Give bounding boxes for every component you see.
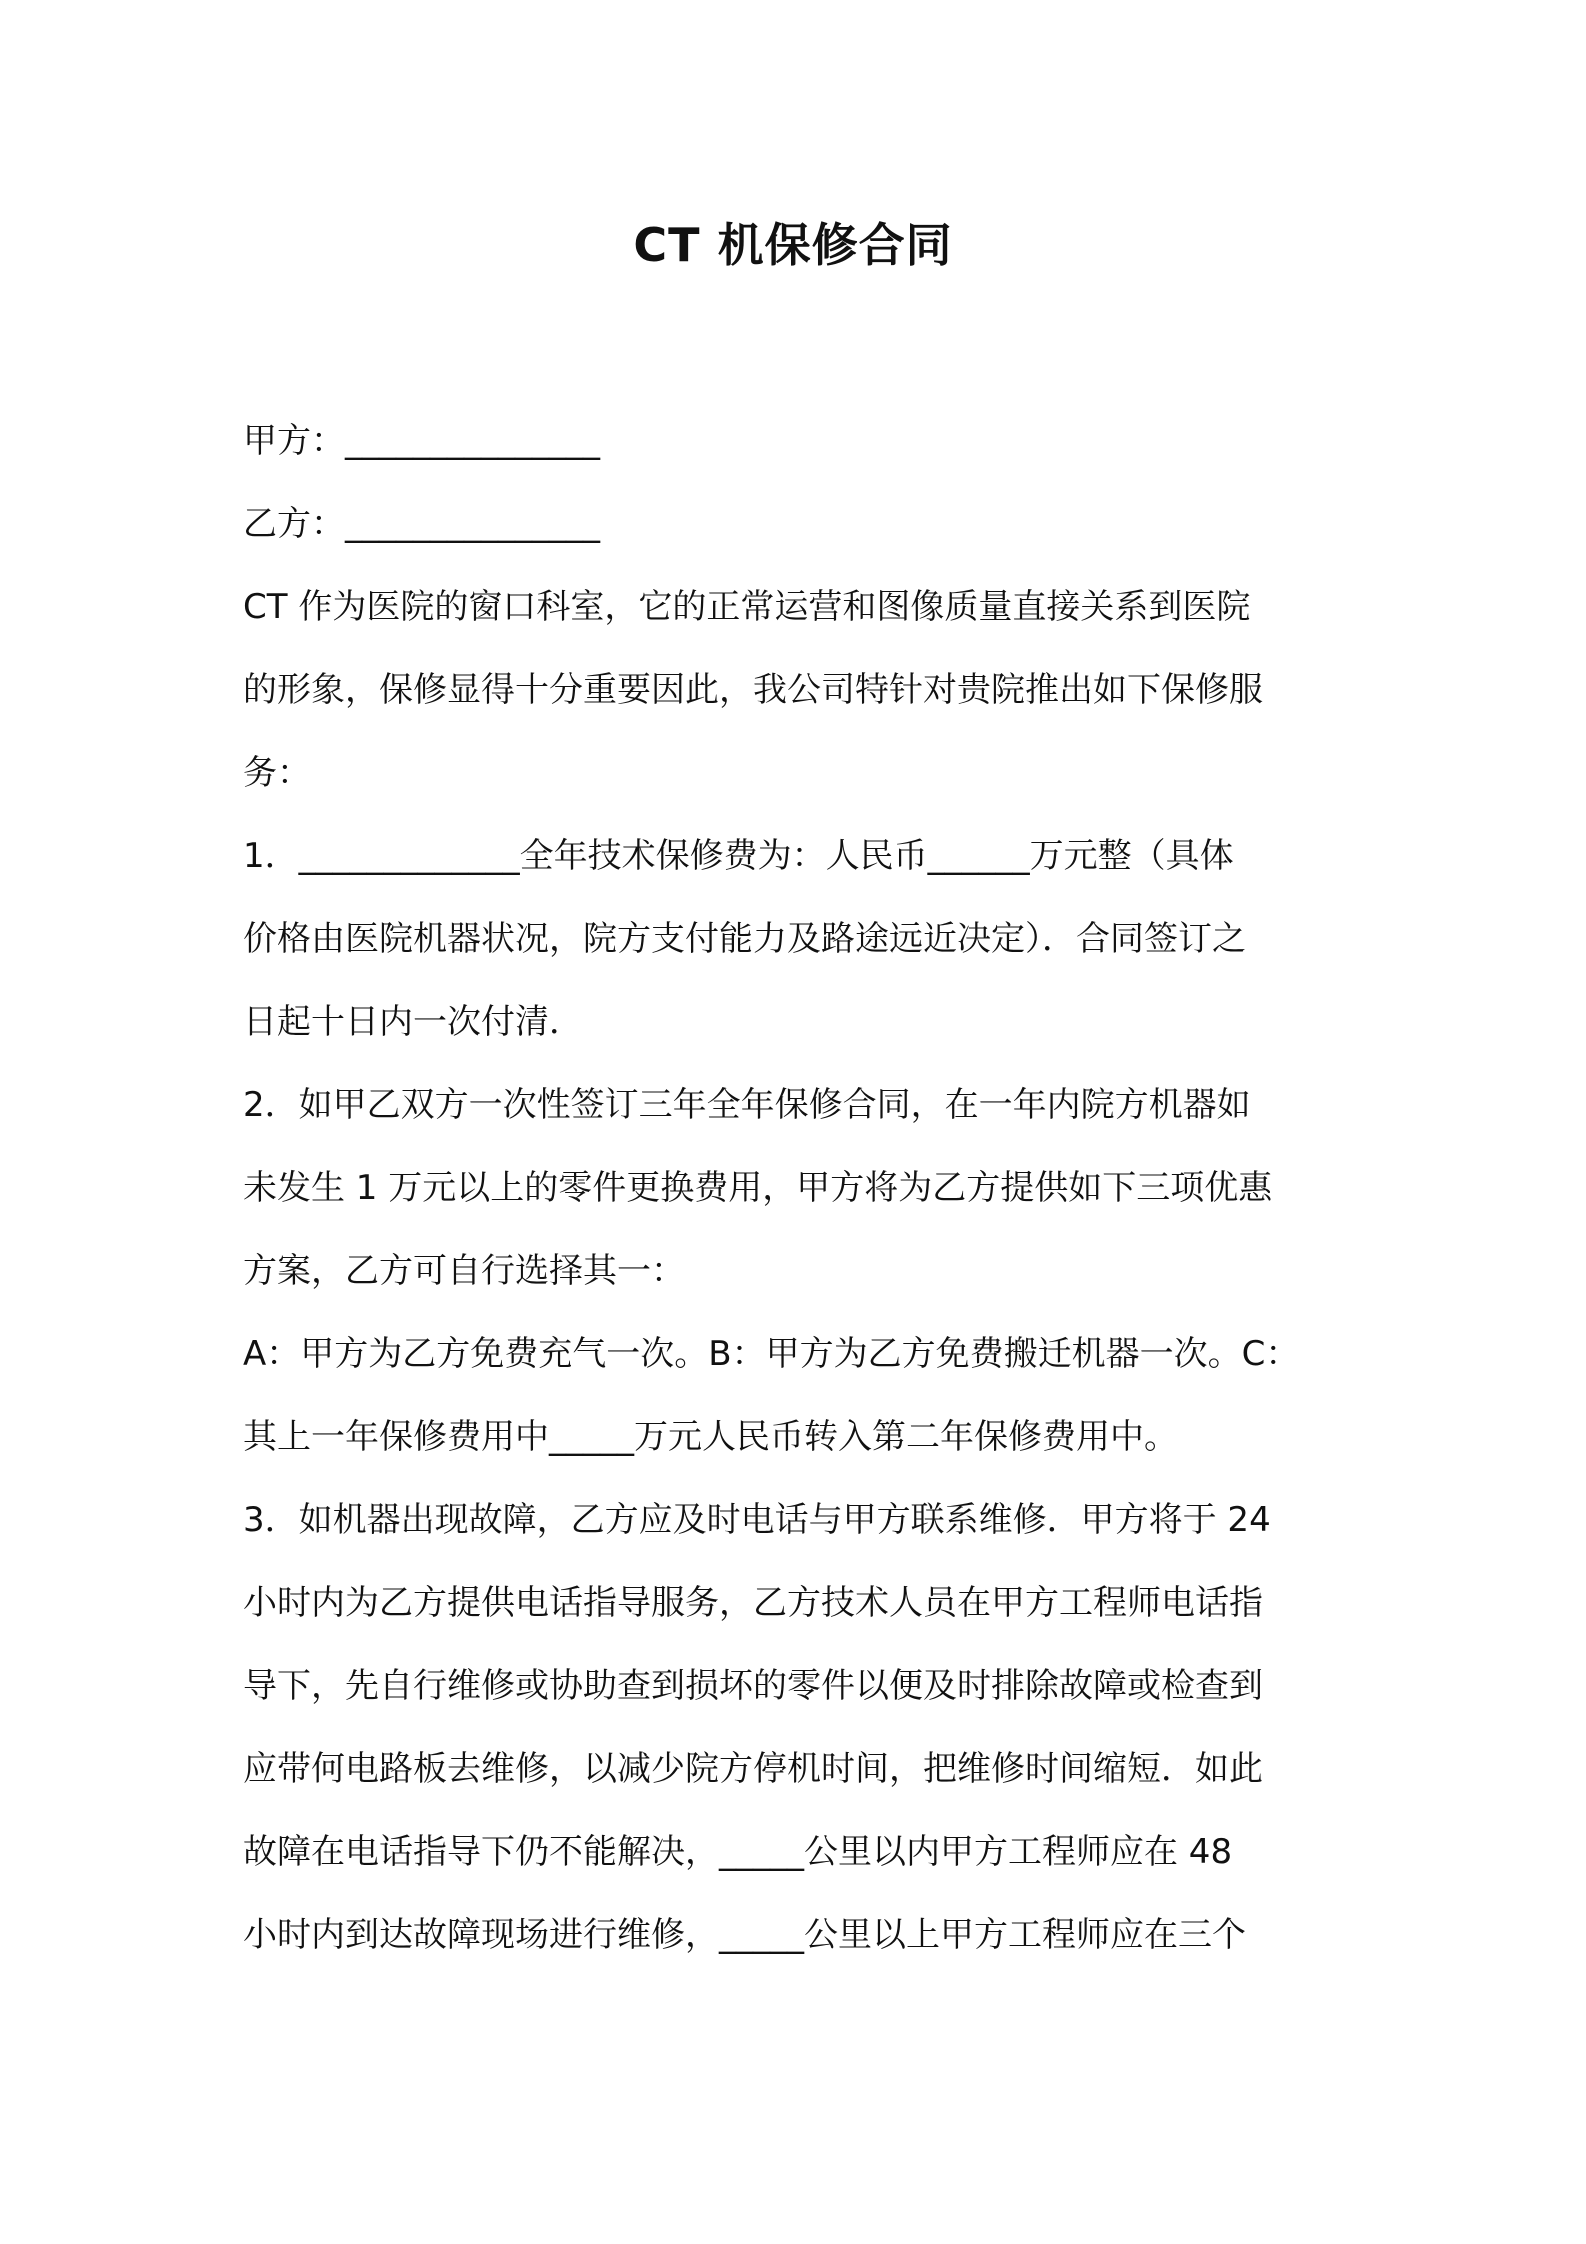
- clause-2-options-line: A：甲方为乙方免费充气一次。B：甲方为乙方免费搬迁机器一次。C：: [243, 1334, 1300, 1374]
- clause-2-line: 2．如甲乙双方一次性签订三年全年保修合同，在一年内院方机器如: [243, 1085, 1251, 1125]
- document-body: [243, 400, 1353, 1977]
- intro-line: CT 作为医院的窗口科室，它的正常运营和图像质量直接关系到医院: [243, 587, 1251, 627]
- clause-3-line: 3．如机器出现故障，乙方应及时电话与甲方联系维修．甲方将于 24: [243, 1500, 1271, 1540]
- clause-3-line: 小时内到达故障现场进行维修，_____公里以上甲方工程师应在三个: [243, 1915, 1246, 1955]
- clause-3-line: 应带何电路板去维修，以减少院方停机时间，把维修时间缩短．如此: [243, 1749, 1263, 1789]
- clause-2-options-line: 其上一年保修费用中_____万元人民币转入第二年保修费用中。: [243, 1417, 1178, 1457]
- clause-3-line: 小时内为乙方提供电话指导服务，乙方技术人员在甲方工程师电话指: [243, 1583, 1263, 1623]
- clause-1-line: 日起十日内一次付清．: [243, 1002, 583, 1042]
- clause-3-line: 导下，先自行维修或协助查到损坏的零件以便及时排除故障或检查到: [243, 1666, 1263, 1706]
- party-a-line: 甲方：_______________: [243, 421, 600, 461]
- document-title: CT 机保修合同: [633, 218, 953, 272]
- clause-2-line: 方案，乙方可自行选择其一：: [243, 1251, 685, 1291]
- intro-line: 的形象，保修显得十分重要因此，我公司特针对贵院推出如下保修服: [243, 670, 1263, 710]
- party-b-line: 乙方：_______________: [243, 504, 600, 544]
- clause-3-line: 故障在电话指导下仍不能解决，_____公里以内甲方工程师应在 48: [243, 1832, 1233, 1872]
- clause-2-line: 未发生 1 万元以上的零件更换费用，甲方将为乙方提供如下三项优惠: [243, 1168, 1273, 1208]
- clause-1-line: 1．_____________全年技术保修费为：人民币______万元整（具体: [243, 836, 1234, 876]
- intro-line: 务：: [243, 753, 311, 793]
- clause-1-line: 价格由医院机器状况，院方支付能力及路途远近决定）．合同签订之: [243, 919, 1246, 959]
